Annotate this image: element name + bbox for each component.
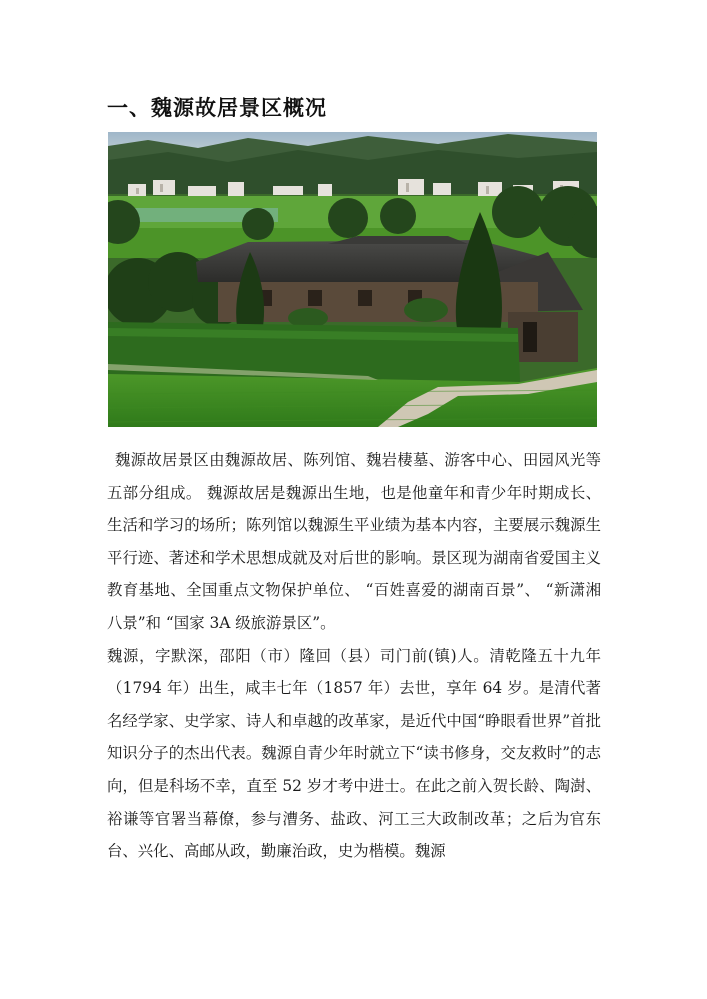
intro-paragraph: 魏源故居景区由魏源故居、陈列馆、魏岩棲墓、游客中心、田园风光等五部分组成。 魏源故居是魏源出生地，也是他童年和青少年时期成长、生活和学习的场所；陈列馆以魏源生平业绩为基本内容，主要展示魏源生平行迹、著述和学术思想成就及对后世的影响。景区现为湖南省爱国主义教育基地、全国重点文物保护单位、 “百姓喜爱的湖南百景”、 “新潇湘八景”和 “国家 3A 级旅游景区”。	[107, 451, 601, 632]
former-residence-photo	[108, 132, 597, 427]
biography-paragraph: 魏源，字默深，邵阳（市）隆回（县）司门前(镇)人。清乾隆五十九年（1794 年）出生，咸丰七年（1857 年）去世，享年 64 岁。是清代著名经学家、史学家、诗人和卓越的改革家，是近代中国“睁眼看世界”首批知识分子的杰出代表。魏源自青少年时就立下“读书修身，交友救时”的志向，但是科场不幸，直至 52 岁才考中进士。在此之前入贺长龄、陶澍、裕谦等官署当幕僚，参与漕务、盐政、河工三大政制改革；之后为官东台、兴化、高邮从政，勤廉治政，史为楷模。魏源	[107, 646, 601, 861]
body-text	[107, 444, 601, 868]
section-heading: 一、魏源故居景区概况	[107, 96, 327, 120]
